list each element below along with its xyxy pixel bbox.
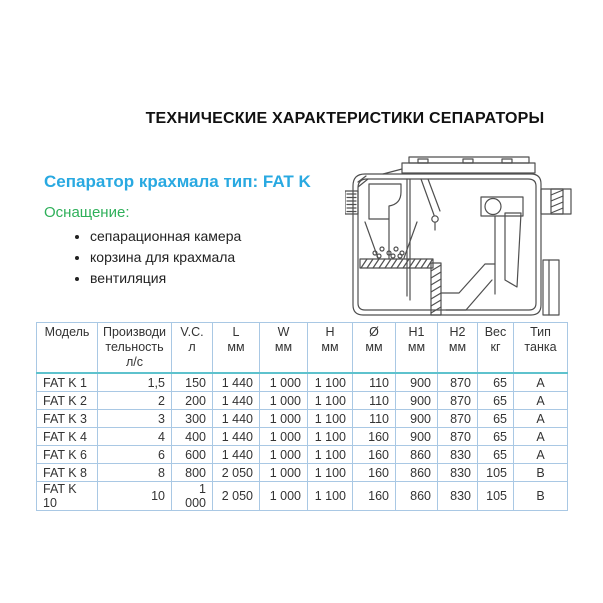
cell-capacity: 6: [98, 446, 172, 464]
cell-diameter: 160: [353, 464, 396, 482]
cell-l: 2 050: [213, 482, 260, 511]
col-header-vc: V.C. л: [172, 323, 213, 374]
cell-tank-type: B: [514, 464, 568, 482]
col-header-h: H мм: [308, 323, 353, 374]
cell-l: 1 440: [213, 446, 260, 464]
equipment-list: [58, 228, 241, 291]
cell-h2: 870: [438, 428, 478, 446]
cell-capacity: 1,5: [98, 373, 172, 392]
cell-w: 1 000: [260, 410, 308, 428]
cell-tank-type: A: [514, 428, 568, 446]
cell-h1: 860: [396, 482, 438, 511]
cell-h1: 900: [396, 373, 438, 392]
cell-vc: 600: [172, 446, 213, 464]
table-header-row: [37, 323, 568, 374]
cell-tank-type: A: [514, 446, 568, 464]
cell-tank-type: A: [514, 373, 568, 392]
table-row: [37, 373, 568, 392]
cell-weight: 65: [478, 446, 514, 464]
list-item: • вентиляция: [90, 270, 241, 286]
col-header-weight: Вес кг: [478, 323, 514, 374]
cell-w: 1 000: [260, 464, 308, 482]
cell-vc: 800: [172, 464, 213, 482]
cell-l: 1 440: [213, 428, 260, 446]
cell-w: 1 000: [260, 373, 308, 392]
cell-h: 1 100: [308, 482, 353, 511]
cell-tank-type: A: [514, 392, 568, 410]
cell-vc: 150: [172, 373, 213, 392]
col-header-l: L мм: [213, 323, 260, 374]
cell-tank-type: B: [514, 482, 568, 511]
cell-vc: 1 000: [172, 482, 213, 511]
cell-w: 1 000: [260, 482, 308, 511]
col-header-tank-type: Тип танка: [514, 323, 568, 374]
table-row: [37, 392, 568, 410]
table-row: [37, 410, 568, 428]
list-item: • сепарационная камера: [90, 228, 241, 244]
cell-vc: 200: [172, 392, 213, 410]
cell-capacity: 2: [98, 392, 172, 410]
cell-vc: 300: [172, 410, 213, 428]
table-row: [37, 464, 568, 482]
cell-l: 1 440: [213, 410, 260, 428]
body-outer-shell: [353, 174, 541, 315]
cell-model: FAT K 1: [37, 373, 98, 392]
cell-model: FAT K 8: [37, 464, 98, 482]
cell-w: 1 000: [260, 392, 308, 410]
cell-capacity: 3: [98, 410, 172, 428]
cell-weight: 105: [478, 482, 514, 511]
cell-weight: 65: [478, 410, 514, 428]
cell-capacity: 4: [98, 428, 172, 446]
cell-diameter: 160: [353, 446, 396, 464]
col-header-h2: H2 мм: [438, 323, 478, 374]
cell-weight: 65: [478, 373, 514, 392]
cell-diameter: 160: [353, 482, 396, 511]
cell-diameter: 110: [353, 392, 396, 410]
specs-table: [36, 322, 568, 511]
bottom-outlet: [543, 260, 559, 315]
cell-l: 1 440: [213, 392, 260, 410]
cell-h1: 900: [396, 410, 438, 428]
cell-h: 1 100: [308, 464, 353, 482]
cell-h: 1 100: [308, 446, 353, 464]
table-row: [37, 428, 568, 446]
cell-diameter: 110: [353, 410, 396, 428]
cell-w: 1 000: [260, 428, 308, 446]
page-title: ТЕХНИЧЕСКИЕ ХАРАКТЕРИСТИКИ СЕПАРАТОРЫ: [145, 110, 545, 127]
cell-diameter: 160: [353, 428, 396, 446]
col-header-diameter: Ø мм: [353, 323, 396, 374]
list-item: • корзина для крахмала: [90, 249, 241, 265]
equipment-label: Оснащение:: [44, 204, 130, 221]
cell-weight: 65: [478, 392, 514, 410]
cell-weight: 105: [478, 464, 514, 482]
cell-h1: 900: [396, 392, 438, 410]
col-header-model: Модель: [37, 323, 98, 374]
cell-h1: 900: [396, 428, 438, 446]
cell-h2: 830: [438, 482, 478, 511]
cell-h: 1 100: [308, 410, 353, 428]
cell-h2: 870: [438, 392, 478, 410]
cell-model: FAT K 3: [37, 410, 98, 428]
body-inner-shell: [358, 179, 536, 310]
col-header-w: W мм: [260, 323, 308, 374]
lid-outer: [402, 163, 535, 173]
cell-h1: 860: [396, 464, 438, 482]
section-heading-separator-type: Сепаратор крахмала тип: FAT K: [44, 172, 311, 191]
cell-h2: 870: [438, 410, 478, 428]
cell-l: 2 050: [213, 464, 260, 482]
cell-h1: 860: [396, 446, 438, 464]
cell-diameter: 110: [353, 373, 396, 392]
cell-w: 1 000: [260, 446, 308, 464]
cell-h: 1 100: [308, 428, 353, 446]
col-header-capacity: Производи тельность л/с: [98, 323, 172, 374]
cell-model: FAT K 2: [37, 392, 98, 410]
cell-l: 1 440: [213, 373, 260, 392]
separator-diagram: [345, 146, 577, 322]
cell-model: FAT K 6: [37, 446, 98, 464]
lid-inner: [409, 157, 529, 163]
cell-vc: 400: [172, 428, 213, 446]
cell-tank-type: A: [514, 410, 568, 428]
cell-h2: 830: [438, 446, 478, 464]
cell-model: FAT K 4: [37, 428, 98, 446]
table-row: [37, 482, 568, 511]
cell-capacity: 8: [98, 464, 172, 482]
cell-weight: 65: [478, 428, 514, 446]
cell-h2: 870: [438, 373, 478, 392]
col-header-h1: H1 мм: [396, 323, 438, 374]
cell-h: 1 100: [308, 373, 353, 392]
cell-model: FAT K 10: [37, 482, 98, 511]
table-row: [37, 446, 568, 464]
cell-h2: 830: [438, 464, 478, 482]
cell-capacity: 10: [98, 482, 172, 511]
cell-h: 1 100: [308, 392, 353, 410]
